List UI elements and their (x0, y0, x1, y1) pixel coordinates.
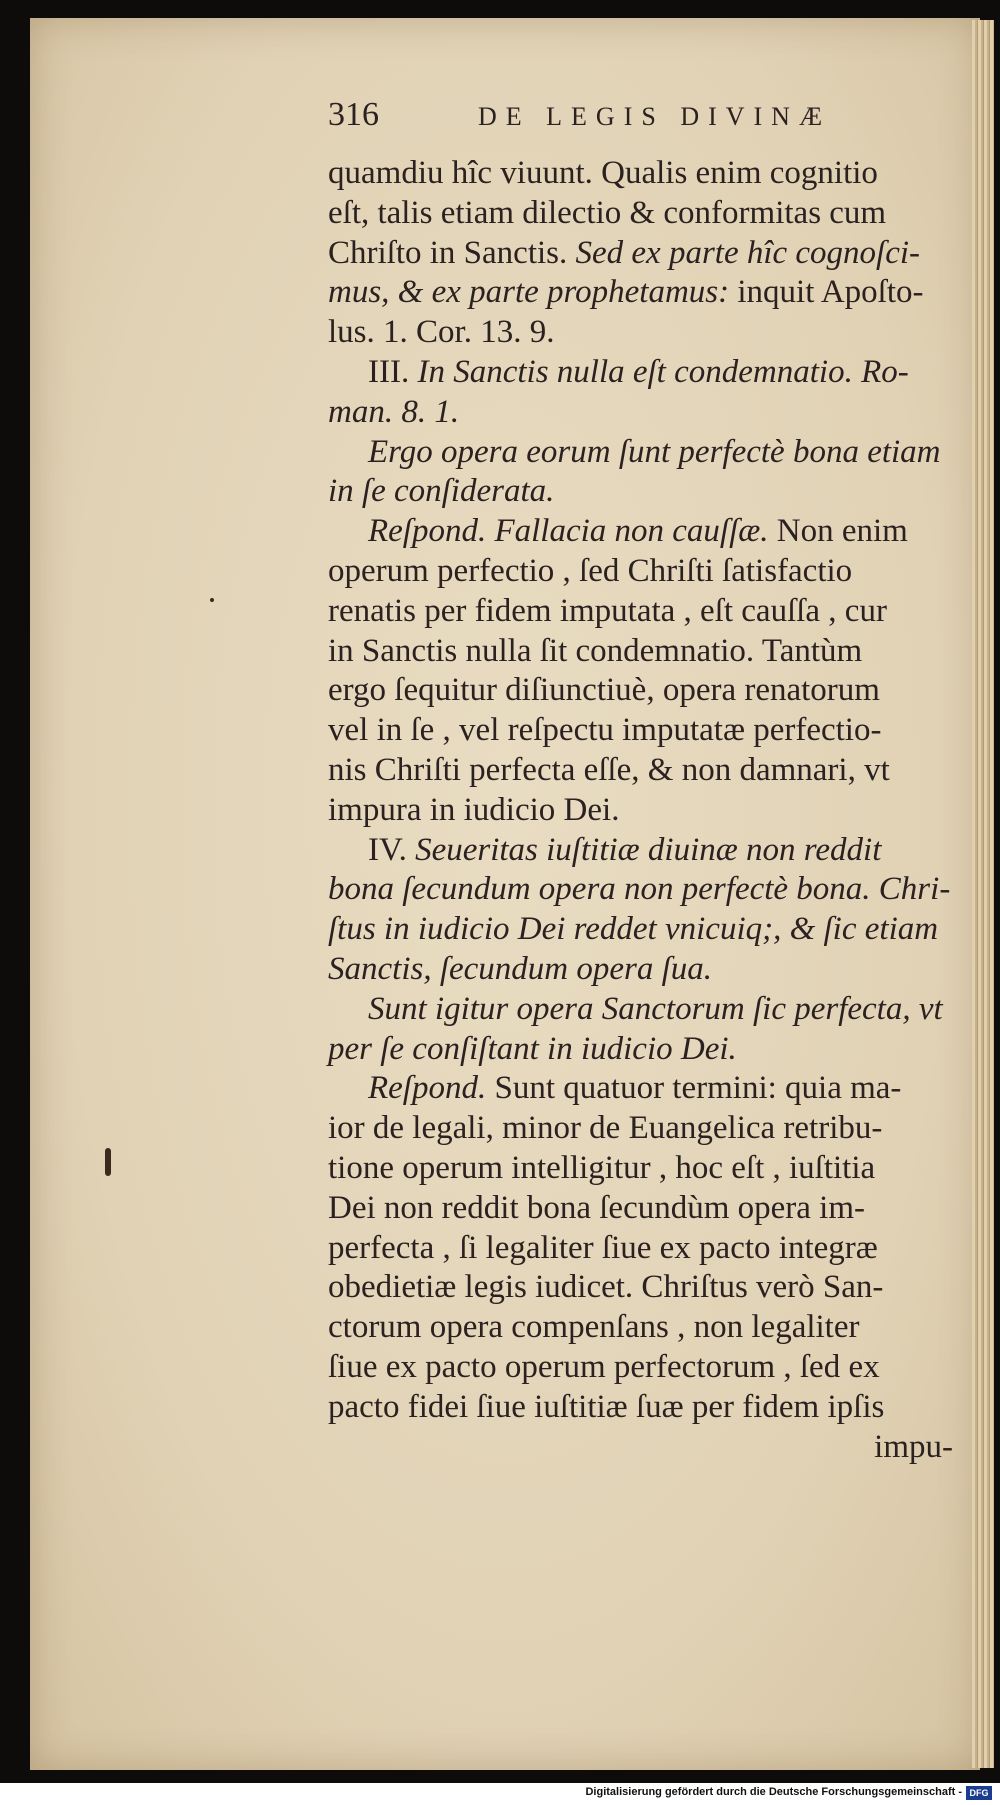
text-line-main: Reſpond. (368, 1070, 487, 1107)
text-line (328, 1149, 953, 1189)
body-text (328, 154, 953, 1467)
text-line-main: man. 8. 1. (328, 393, 460, 430)
page-edges (972, 20, 994, 1768)
text-line-tail: Non enim (768, 513, 908, 550)
footer-strip (0, 1783, 1000, 1805)
text-line-tail: inquit Apoſto- (729, 274, 924, 311)
text-line (328, 910, 953, 950)
text-line-main: in Sanctis nulla ſit condemnatio. Tantùm (328, 632, 863, 669)
text-line (328, 1069, 953, 1109)
text-line (328, 831, 953, 871)
text-line (328, 234, 953, 274)
text-line-main: mus, & ex parte prophetamus: (328, 274, 730, 311)
ink-stain (105, 1148, 111, 1176)
text-line (328, 552, 953, 592)
text-line (328, 1229, 953, 1269)
text-line-main: impu- (874, 1428, 953, 1465)
running-title: DE LEGIS DIVINÆ (478, 102, 832, 131)
text-line (328, 1109, 953, 1149)
text-line-main: pacto fidei ſiue iuſtitiæ ſuæ per fidem ipſis (328, 1388, 885, 1425)
digitization-credit: Digitalisierung gefördert durch die Deutsche Forschungsgemeinschaft - (585, 1786, 962, 1798)
text-line-main: bona ſecundum opera non perfectè bona. Chri- (328, 871, 951, 908)
text-line (328, 194, 953, 234)
text-line (328, 671, 953, 711)
text-line (328, 1348, 953, 1388)
text-line (328, 154, 953, 194)
text-line-main: Sanctis, ſecundum opera ſua. (328, 950, 713, 987)
text-line-main: perfecta , ſi legaliter ſiue ex pacto integræ (328, 1229, 878, 1266)
text-line-main: ſtus in iudicio Dei reddet vnicuiq;, & ſic etiam (328, 911, 939, 948)
page-number: 316 (328, 96, 379, 133)
text-line-main: impura in iudicio Dei. (328, 791, 620, 828)
text-line (328, 870, 953, 910)
text-line (328, 1308, 953, 1348)
text-line-main: Ergo opera eorum ſunt perfectè bona etiam (368, 433, 941, 470)
text-line (328, 472, 953, 512)
text-line-tail: Seueritas iuſtitiæ diuinæ non reddit (406, 831, 882, 868)
text-line-tail: In Sanctis nulla eſt condemnatio. Ro- (409, 353, 909, 390)
text-line (328, 711, 953, 751)
text-line (328, 1030, 953, 1070)
text-block (328, 96, 953, 1467)
text-line-main: eſt, talis etiam dilectio & conformitas cum (328, 194, 887, 231)
text-line (328, 393, 953, 433)
text-line (328, 1268, 953, 1308)
text-line-tail: Sed ex parte hîc cognoſci- (567, 234, 921, 271)
text-line (328, 273, 953, 313)
text-line-main: ctorum opera compenſans , non legaliter (328, 1309, 860, 1346)
text-line-main: obedietiæ legis iudicet. Chriſtus verò San- (328, 1269, 884, 1306)
text-line (328, 313, 953, 353)
text-line-main: lus. 1. Cor. 13. 9. (328, 314, 555, 351)
text-line (328, 632, 953, 672)
text-line-main: IV. (368, 831, 407, 868)
text-line-main: ergo ſequitur diſiunctiuè, opera renatorum (328, 672, 880, 709)
text-line (328, 751, 953, 791)
text-line-main: vel in ſe , vel reſpectu imputatæ perfectio- (328, 712, 882, 749)
running-head (328, 96, 953, 154)
ink-dot (210, 598, 214, 602)
dfg-logo: DFG (966, 1786, 992, 1800)
text-line (328, 950, 953, 990)
text-line (328, 990, 953, 1030)
text-line-main: per ſe conſiſtant in iudicio Dei. (328, 1030, 737, 1067)
text-line (328, 1388, 953, 1428)
text-line-main: nis Chriſti perfecta eſſe, & non damnari, vt (328, 751, 890, 788)
text-line-main: Chriſto in Sanctis. (328, 234, 568, 271)
text-line (328, 1189, 953, 1229)
text-line (328, 1428, 953, 1468)
text-line-tail: Sunt quatuor termini: quia ma- (486, 1070, 902, 1107)
text-line (328, 353, 953, 393)
text-line-main: in ſe conſiderata. (328, 473, 555, 510)
text-line-main: III. (368, 353, 410, 390)
text-line-main: renatis per fidem imputata , eſt cauſſa , cur (328, 592, 887, 629)
text-line-main: Reſpond. Fallacia non cauſſæ. (368, 513, 769, 550)
text-line (328, 791, 953, 831)
text-line-main: Dei non reddit bona ſecundùm opera im- (328, 1189, 866, 1226)
text-line-main: Sunt igitur opera Sanctorum ſic perfecta, vt (368, 990, 943, 1027)
text-line (328, 433, 953, 473)
text-line-main: ior de legali, minor de Euangelica retribu- (328, 1110, 883, 1147)
text-line-main: quamdiu hîc viuunt. Qualis enim cognitio (328, 155, 878, 191)
text-line-main: tione operum intelligitur , hoc eſt , iuſtitia (328, 1149, 876, 1186)
text-line (328, 512, 953, 552)
text-line (328, 592, 953, 632)
text-line-main: ſiue ex pacto operum perfectorum , ſed ex (328, 1348, 880, 1385)
text-line-main: operum perfectio , ſed Chriſti ſatisfactio (328, 552, 853, 589)
